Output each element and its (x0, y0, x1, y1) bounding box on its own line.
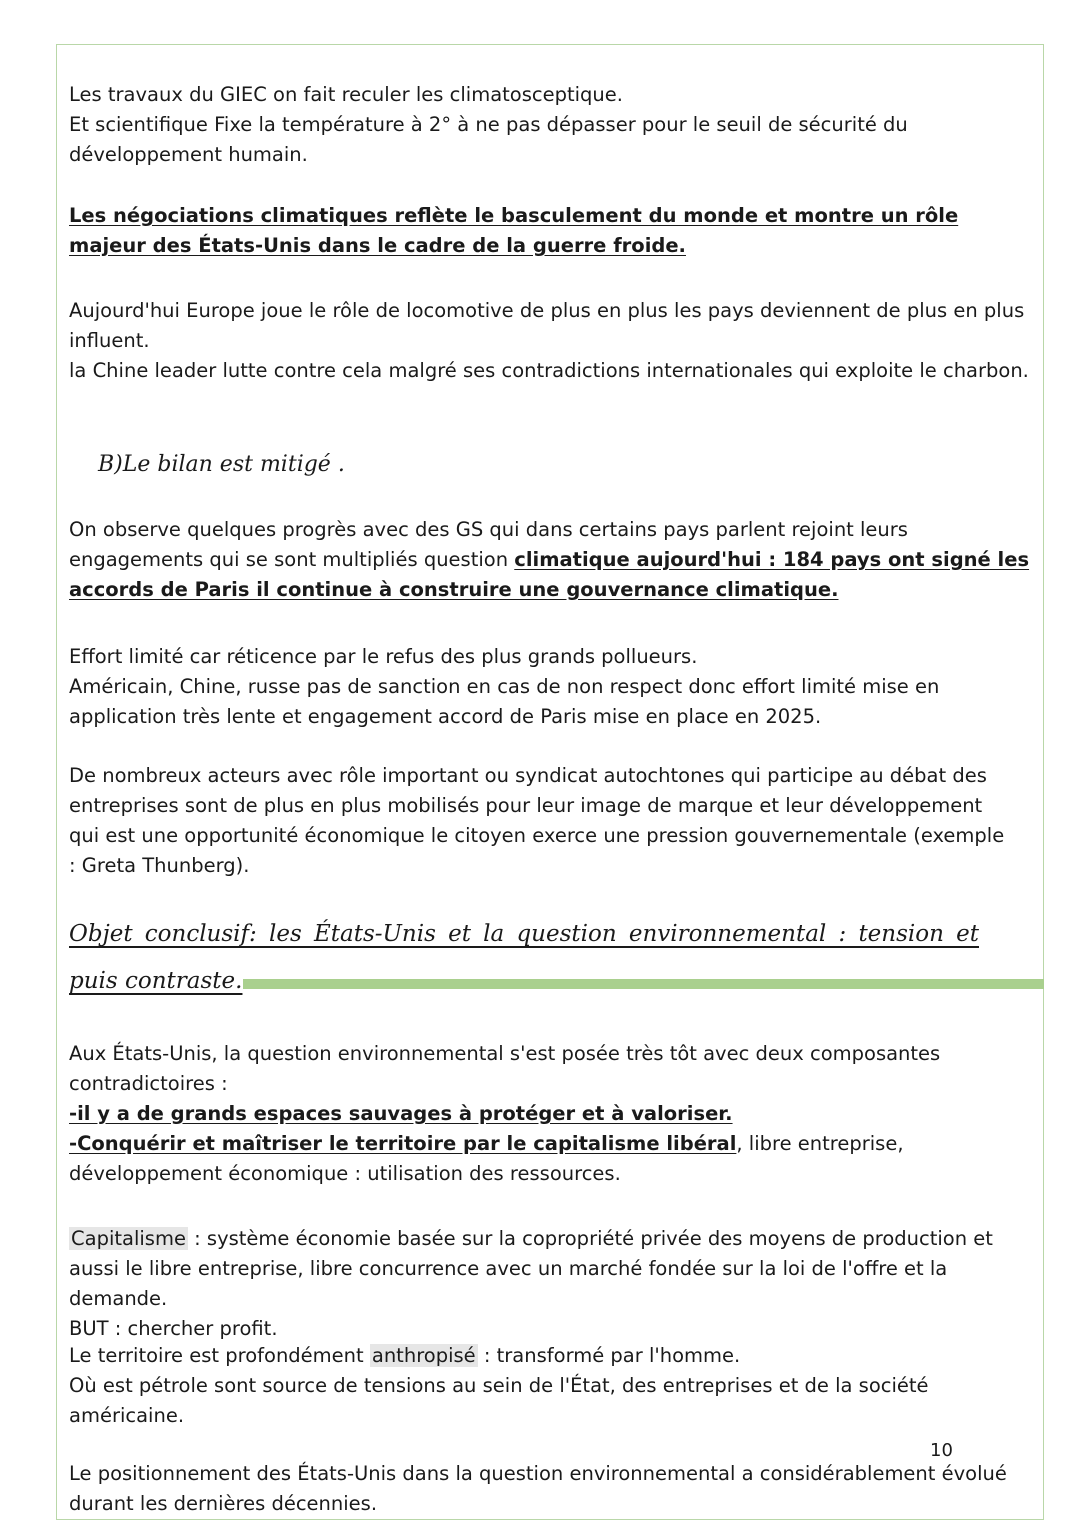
text-line: Américain, Chine, russe pas de sanction en cas de non respect donc effort limité mise en application très lente et engagement accord de Paris mise en place en 2025. (69, 675, 940, 728)
text-line: BUT : chercher profit. (69, 1317, 278, 1340)
text-plain: , libre entreprise, développement économique : utilisation des ressources. (69, 1132, 904, 1185)
paragraph-actors: De nombreux acteurs avec rôle important ou syndicat autochtones qui participe au débat des entreprises sont de plus en plus mobilisés pour leur image de marque et leur développement qui est une opportunité économique le citoyen exerce une pression gouvernementale (exemple : Greta Thunberg). (69, 764, 1005, 877)
list-item (69, 1129, 1034, 1189)
paragraph-negotiations: Les négociations climatiques reflète le basculement du monde et montre un rôle majeur des États-Unis dans le cadre de la guerre froide. (69, 204, 959, 257)
text-line: Où est pétrole sont source de tensions au sein de l'État, des entreprises et de la société américaine. (69, 1374, 929, 1427)
text-line: Aujourd'hui Europe joue le rôle de locomotive de plus en plus les pays deviennent de plus en plus influent. (69, 299, 1025, 352)
conclusion-heading-continued: puis contraste. (69, 968, 243, 994)
text-line: la Chine leader lutte contre cela malgré ses contradictions internationales qui exploite le charbon. (69, 359, 1029, 382)
page-number: 10 (930, 1440, 953, 1461)
text-line: Et scientifique Fixe la température à 2° à ne pas dépasser pour le seuil de sécurité du développement humain. (69, 113, 908, 166)
definition-line (69, 1224, 1034, 1314)
paragraph-positioning: Le positionnement des États-Unis dans la question environnemental a considérablement évolué durant les dernières décennies. (69, 1462, 1007, 1515)
conclusion-heading: Objet conclusif: les États-Unis et la question environnemental : tension et (69, 921, 979, 947)
paragraph-progress (69, 515, 1034, 605)
text-plain: Le territoire est profondément (69, 1344, 370, 1367)
text-plain: : transformé par l'homme. (477, 1344, 741, 1367)
paragraph-usa (69, 1039, 1034, 1189)
text-underlined: climatique aujourd'hui : 184 pays ont signé les accords de Paris il continue à construire une gouvernance climatique. (69, 548, 1030, 601)
text-line: Effort limité car réticence par le refus des plus grands pollueurs. (69, 645, 698, 668)
paragraph-effort (69, 642, 1034, 732)
paragraph-europe (69, 296, 1034, 386)
highlighted-term: anthropisé (371, 1344, 476, 1367)
paragraph-territory (69, 1341, 1034, 1431)
section-divider-bar (243, 979, 1044, 989)
text-plain: On observe quelques progrès avec des GS qui dans certains pays parlent rejoint leurs engagements qui se sont multipliés question (69, 518, 908, 571)
section-subtitle: B)Le bilan est mitigé . (98, 452, 345, 477)
text-plain: : système économie basée sur la copropriété privée des moyens de production et aussi le libre entreprise, libre concurrence avec un marché fondée sur la loi de l'offre et la demande. (69, 1227, 993, 1310)
paragraph-giec (69, 80, 1034, 170)
text-underlined: -Conquérir et maîtriser le territoire par le capitalisme libéral (69, 1132, 737, 1155)
highlighted-term: Capitalisme (71, 1227, 186, 1250)
text-line: Les travaux du GIEC on fait reculer les climatosceptique. (69, 83, 623, 106)
definition-line (69, 1341, 1034, 1371)
paragraph-capitalism (69, 1224, 1034, 1344)
text-line: Aux États-Unis, la question environnemental s'est posée très tôt avec deux composantes contradictoires : (69, 1042, 941, 1095)
list-item: -il y a de grands espaces sauvages à protéger et à valoriser. (69, 1102, 733, 1125)
